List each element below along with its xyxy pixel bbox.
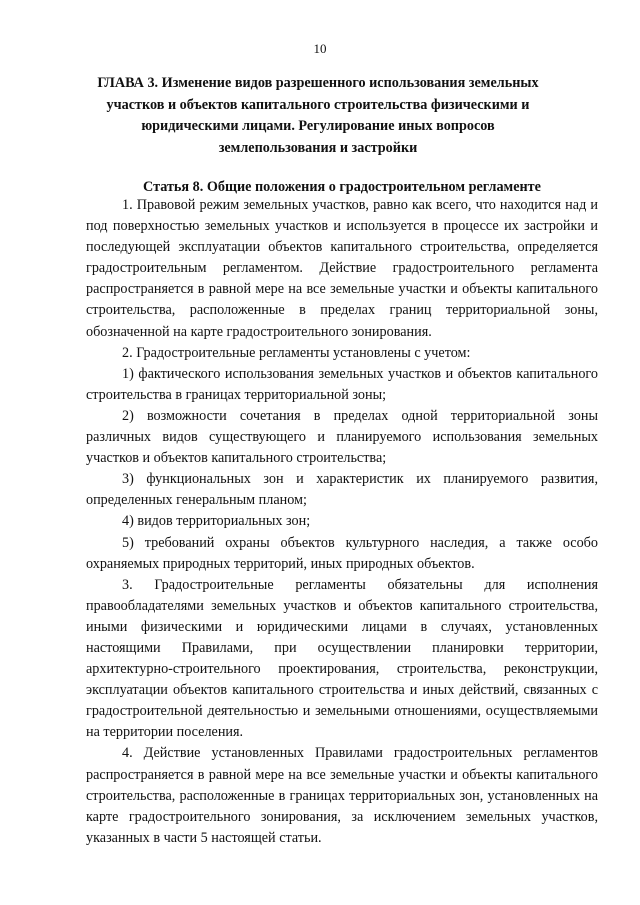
- list-item-2: 2) возможности сочетания в пределах одной территориальной зоны различных видов существующего и планируемого использования земельных участков и объектов капитального строительства;: [86, 407, 598, 467]
- list-item-4: 4) видов территориальных зон;: [122, 513, 311, 530]
- paragraph-3: 3. Градостроительные регламенты обязательны для исполнения правообладателями земельных участков и объектов капитального строительства, иными физическими и юридическими лицами в случаях, установленных настоящими Правилами, при осуществлении планировки территории, архитектурно-строительного проектирования, строительства, реконструкции, эксплуатации объектов капитального строительства и иных действий, связанных с градостроительной деятельностью и земельными отношениями, осуществляемыми на территории поселения.: [86, 576, 598, 741]
- article-title: Статья 8. Общие положения о градостроительном регламенте: [143, 179, 541, 195]
- list-item-3: 3) функциональных зон и характеристик их планируемого развития, определенных генеральным планом;: [86, 471, 598, 509]
- paragraph-4: 4. Действие установленных Правилами градостроительных регламентов распространяется в равной мере на все земельные участки и объекты капитального строительства, расположенные в границах территориальных зон, установленных на карте градостроительного зонирования, за исключением земельных участков, указанных в части 5 настоящей статьи.: [86, 745, 598, 846]
- page-number: 10: [313, 41, 327, 56]
- list-item-5: 5) требований охраны объектов культурного наследия, а также особо охраняемых природных территорий, иных природных объектов.: [86, 534, 598, 572]
- list-item-1: 1) фактического использования земельных участков и объектов капитального строительства в границах территориальной зоны;: [86, 365, 598, 403]
- chapter-title: ГЛАВА 3. Изменение видов разрешенного использования земельных участков и объектов капитального строительства физическими и юридическими лицами. Регулирование иных вопросов землепользования и застройки: [97, 75, 539, 156]
- article-body: [86, 195, 598, 849]
- paragraph-1: 1. Правовой режим земельных участков, равно как всего, что находится над и под поверхностью земельных участков и используется в процессе их застройки и последующей эксплуатации объектов капитального строительства, определяется градостроительным регламентом. Действие градостроительного регламента распространяется в равной мере на все земельные участки и объекты капитального строительства, расположенные в пределах границ территориальной зоны, обозначенной на карте градостроительного зонирования.: [86, 197, 598, 340]
- paragraph-2: 2. Градостроительные регламенты установлены с учетом:: [122, 344, 471, 361]
